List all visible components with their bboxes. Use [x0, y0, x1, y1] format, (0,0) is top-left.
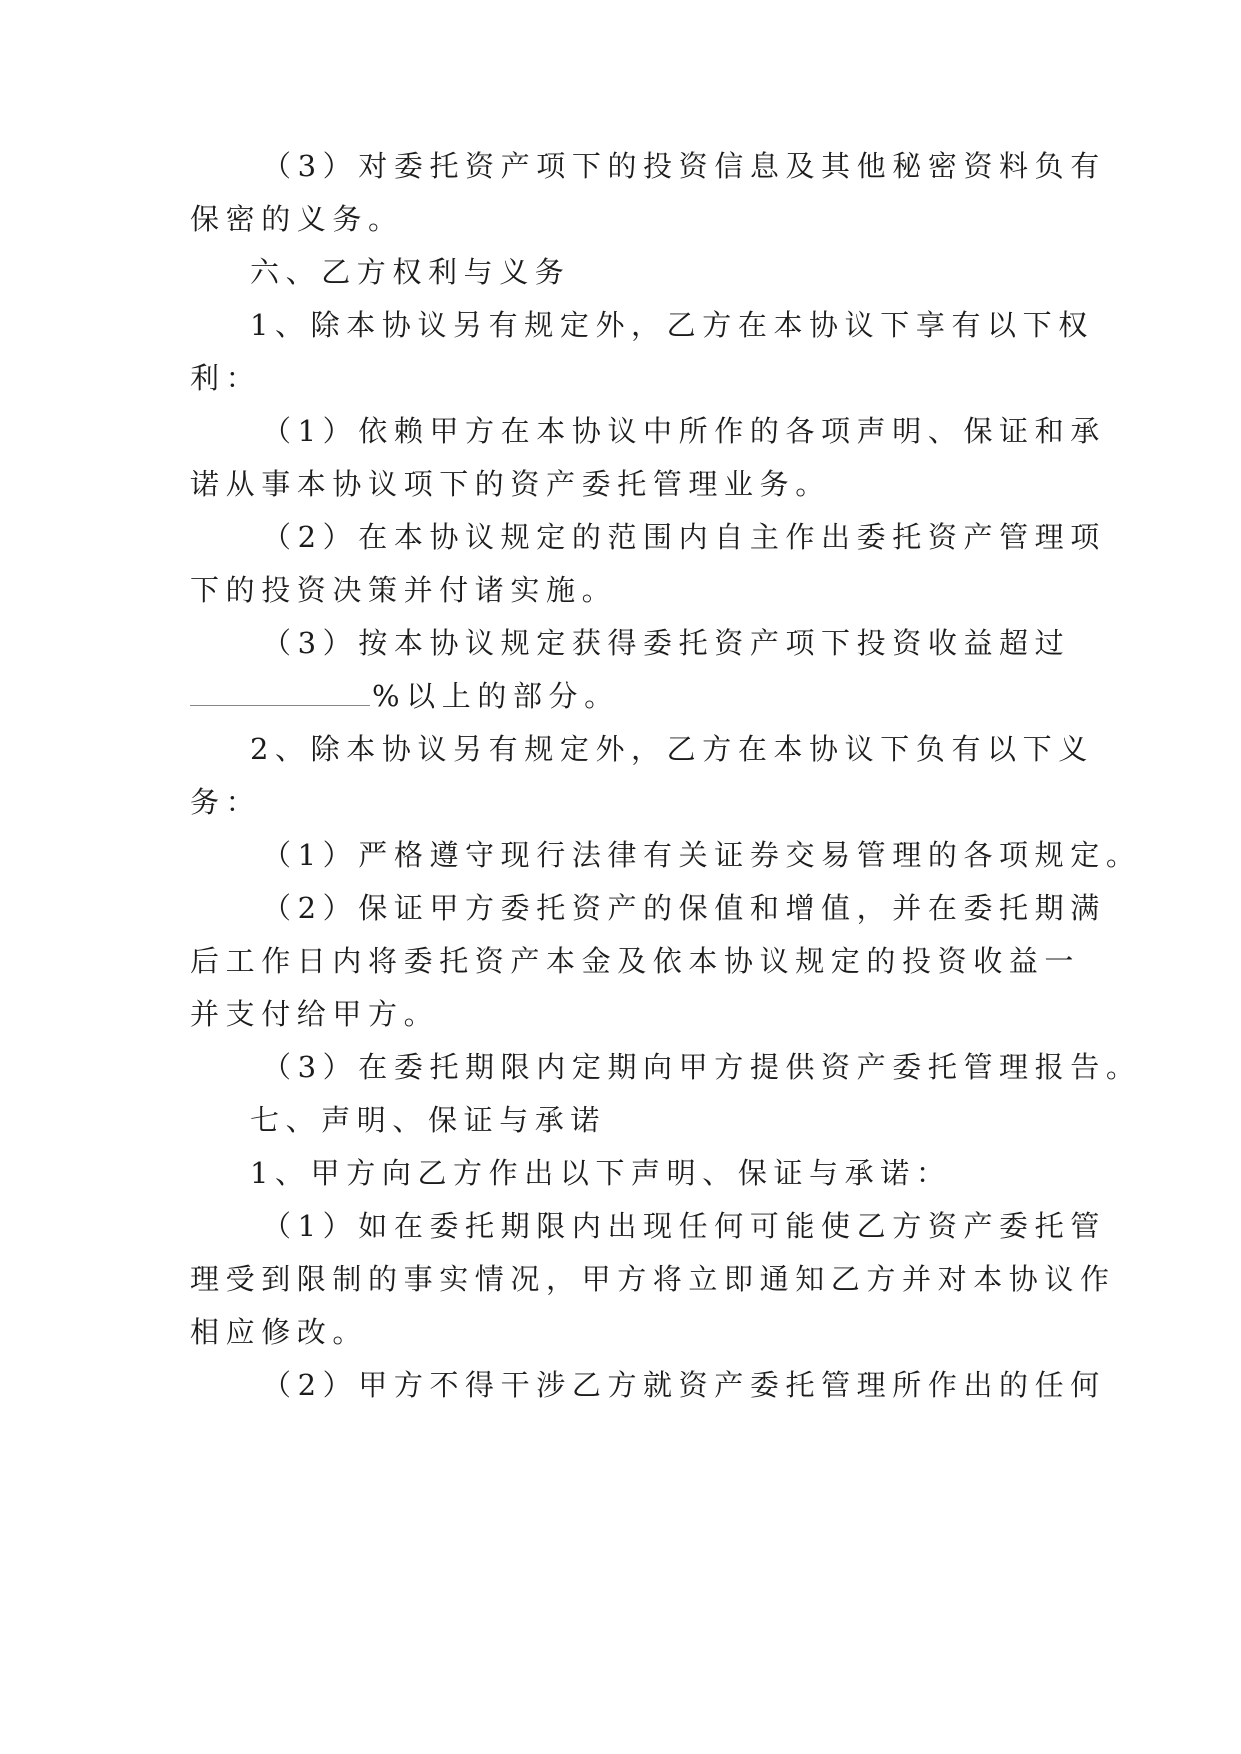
p11-line-2: 理受到限制的事实情况，甲方将立即通知乙方并对本协议作: [190, 1262, 1116, 1296]
p5-line-1: （3）按本协议规定获得委托资产项下投资收益超过: [262, 626, 1071, 660]
p3-line-1: （1）依赖甲方在本协议中所作的各项声明、保证和承: [262, 414, 1106, 448]
p2-line-1: 1、除本协议另有规定外，乙方在本协议下享有以下权: [250, 308, 1094, 342]
p10-line-1: 1、甲方向乙方作出以下声明、保证与承诺：: [250, 1156, 952, 1190]
p4-line-1: （2）在本协议规定的范围内自主作出委托资产管理项: [262, 520, 1106, 554]
p8-line-2: 后工作日内将委托资产本金及依本协议规定的投资收益一: [190, 944, 1081, 978]
p7-line-1: （1）严格遵守现行法律有关证券交易管理的各项规定。: [262, 838, 1142, 872]
p1-line-1: （3）对委托资产项下的投资信息及其他秘密资料负有: [262, 149, 1106, 183]
p8-line-1: （2）保证甲方委托资产的保值和增值，并在委托期满: [262, 891, 1106, 925]
p6-line-2: 务：: [190, 785, 262, 819]
section-6-heading: 六、乙方权利与义务: [250, 255, 571, 289]
p5-line-2-text: %以上的部分。: [372, 679, 620, 713]
p8-line-3: 并支付给甲方。: [190, 997, 440, 1031]
p1-line-2: 保密的义务。: [190, 202, 404, 236]
p4-line-2: 下的投资决策并付诸实施。: [190, 573, 618, 607]
p11-line-3: 相应修改。: [190, 1315, 369, 1349]
p5-line-2: [190, 676, 620, 716]
p12-line-1: （2）甲方不得干涉乙方就资产委托管理所作出的任何: [262, 1368, 1106, 1402]
p11-line-1: （1）如在委托期限内出现任何可能使乙方资产委托管: [262, 1209, 1106, 1243]
p6-line-1: 2、除本协议另有规定外，乙方在本协议下负有以下义: [250, 732, 1094, 766]
p2-line-2: 利：: [190, 361, 262, 395]
section-7-heading: 七、声明、保证与承诺: [250, 1103, 607, 1137]
fill-in-blank: [190, 679, 370, 706]
p9-line-1: （3）在委托期限内定期向甲方提供资产委托管理报告。: [262, 1050, 1142, 1084]
p3-line-2: 诺从事本协议项下的资产委托管理业务。: [190, 467, 831, 501]
